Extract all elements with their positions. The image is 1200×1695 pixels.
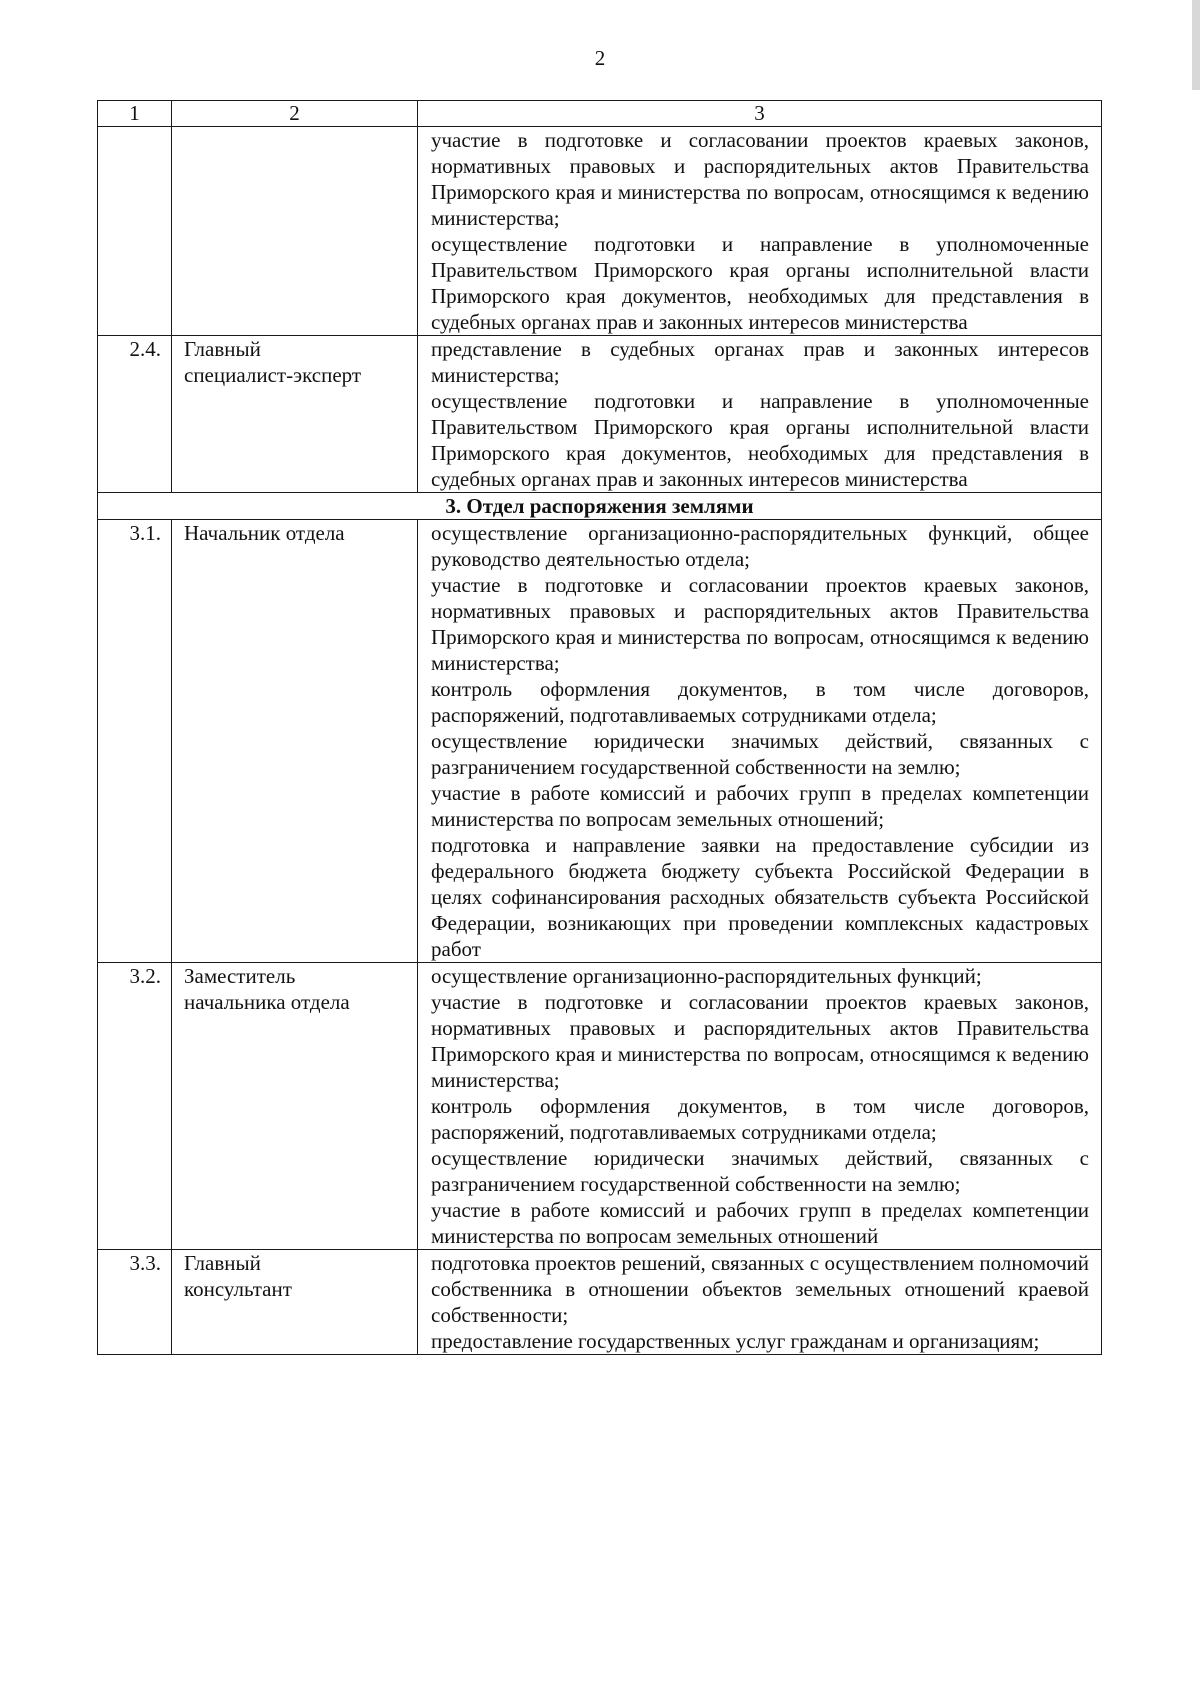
duty-paragraph: подготовка и направление заявки на предоставление субсидии из федерального бюджета бюджету субъекта Российской Федерации в целях софинансирования расходных обязательств субъекта Российской Федерации, возникающих при проведении комплексных кадастровых работ	[431, 833, 1089, 961]
row-number	[98, 127, 172, 336]
table-row	[98, 127, 1102, 336]
duty-paragraph: контроль оформления документов, в том числе договоров, распоряжений, подготавливаемых сотрудниками отдела;	[431, 1094, 1089, 1144]
table-row	[98, 963, 1102, 1250]
duty-paragraph: подготовка проектов решений, связанных с осуществлением полномочий собственника в отношении объектов земельных отношений краевой собственности;	[431, 1251, 1089, 1327]
row-number: 3.1.	[98, 520, 172, 963]
duty-paragraph: предоставление государственных услуг гражданам и организациям;	[431, 1329, 1040, 1353]
duties-cell	[418, 520, 1102, 963]
section-row	[98, 493, 1102, 520]
position-title	[172, 1250, 418, 1355]
position-title-line: Главный	[184, 1251, 261, 1275]
duty-paragraph: осуществление подготовки и направление в уполномоченные Правительством Приморского края органы исполнительной власти Приморского края документов, необходимых для представления в судебных органах прав и законных интересов министерства	[431, 389, 1089, 491]
duty-paragraph: участие в подготовке и согласовании проектов краевых законов, нормативных правовых и распорядительных актов Правительства Приморского края и министерства по вопросам, относящимся к ведению министерства;	[431, 990, 1089, 1092]
table-row	[98, 520, 1102, 963]
position-title-line: специалист-эксперт	[184, 363, 362, 387]
duty-paragraph: участие в работе комиссий и рабочих групп в пределах компетенции министерства по вопросам земельных отношений	[431, 1198, 1089, 1248]
duty-paragraph: участие в работе комиссий и рабочих групп в пределах компетенции министерства по вопросам земельных отношений;	[431, 781, 1089, 831]
table-row	[98, 1250, 1102, 1355]
duty-paragraph: контроль оформления документов, в том числе договоров, распоряжений, подготавливаемых сотрудниками отдела;	[431, 677, 1089, 727]
duties-cell	[418, 336, 1102, 493]
duty-paragraph: представление в судебных органах прав и законных интересов министерства;	[431, 337, 1089, 387]
scan-edge-mark	[1192, 0, 1200, 90]
duties-cell	[418, 1250, 1102, 1355]
duty-paragraph: осуществление юридически значимых действий, связанных с разграничением государственной собственности на землю;	[431, 729, 1089, 779]
column-header: 1	[98, 101, 172, 127]
position-title-line: Начальник отдела	[184, 521, 345, 545]
duties-cell	[418, 127, 1102, 336]
position-title-line: начальника отдела	[184, 990, 350, 1014]
duties-table	[97, 100, 1102, 1355]
position-title	[172, 127, 418, 336]
table-header-row	[98, 101, 1102, 127]
row-number: 2.4.	[98, 336, 172, 493]
duty-paragraph: осуществление юридически значимых действий, связанных с разграничением государственной собственности на землю;	[431, 1146, 1089, 1196]
duty-paragraph: осуществление подготовки и направление в уполномоченные Правительством Приморского края органы исполнительной власти Приморского края документов, необходимых для представления в судебных органах прав и законных интересов министерства	[431, 232, 1089, 334]
duty-paragraph: осуществление организационно-распорядительных функций, общее руководство деятельностью отдела;	[431, 521, 1089, 571]
position-title	[172, 963, 418, 1250]
column-header: 2	[172, 101, 418, 127]
row-number: 3.3.	[98, 1250, 172, 1355]
position-title-line: Заместитель	[184, 964, 296, 988]
section-title: 3. Отдел распоряжения землями	[98, 493, 1102, 520]
duty-paragraph: участие в подготовке и согласовании проектов краевых законов, нормативных правовых и распорядительных актов Правительства Приморского края и министерства по вопросам, относящимся к ведению министерства;	[431, 128, 1089, 230]
position-title	[172, 520, 418, 963]
duty-paragraph: участие в подготовке и согласовании проектов краевых законов, нормативных правовых и распорядительных актов Правительства Приморского края и министерства по вопросам, относящимся к ведению министерства;	[431, 573, 1089, 675]
page-number: 2	[594, 46, 606, 70]
position-title-line: консультант	[184, 1277, 292, 1301]
position-title-line: Главный	[184, 337, 261, 361]
duty-paragraph: осуществление организационно-распорядительных функций;	[431, 964, 982, 988]
row-number: 3.2.	[98, 963, 172, 1250]
position-title	[172, 336, 418, 493]
column-header: 3	[418, 101, 1102, 127]
duties-cell	[418, 963, 1102, 1250]
table-row	[98, 336, 1102, 493]
